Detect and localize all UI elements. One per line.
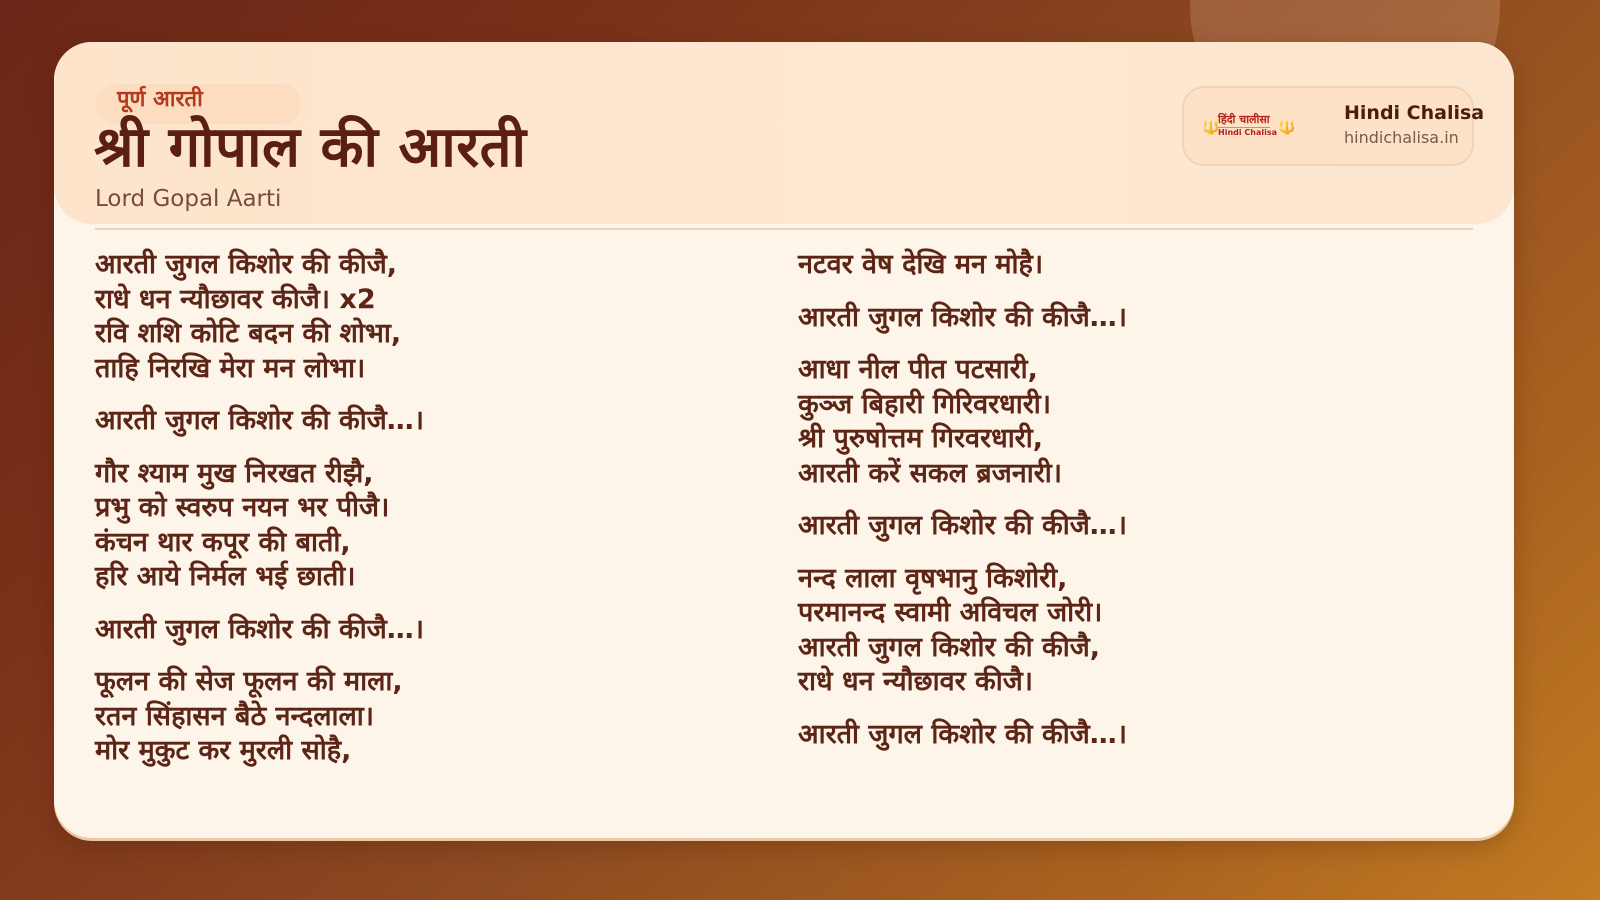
lyric-line: नटवर वेष देखि मन मोहै। <box>798 249 1044 280</box>
trishul-icon: 🔱 <box>1202 120 1220 136</box>
lyric-line: आरती करें सकल ब्रजनारी। <box>798 457 1062 489</box>
lyric-line: आरती जुगल किशोर की कीजै, <box>798 631 1101 663</box>
refrain <box>798 718 1127 753</box>
stanza <box>95 457 424 595</box>
lyric-line: आरती जुगल किशोर की कीजै…। <box>95 613 425 645</box>
logo-hindi-text: हिंदी चालीसा <box>1218 113 1270 126</box>
lyric-line: आधा नील पीत पटसारी, <box>798 354 1038 385</box>
category-tag: पूर्ण आरती <box>117 87 203 112</box>
lyric-line: फूलन की सेज फूलन की माला, <box>95 666 403 697</box>
refrain <box>95 613 424 648</box>
lyric-line: मोर मुकुट कर मुरली सोहै, <box>95 735 352 766</box>
refrain <box>95 404 424 439</box>
lyric-line: परमानन्द स्वामी अविचल जोरी। <box>798 597 1103 628</box>
lyric-line: कुञ्ज बिहारी गिरिवरधारी। <box>798 388 1051 420</box>
logo-english-text: Hindi Chalisa <box>1218 128 1277 137</box>
brand-name: Hindi Chalisa <box>1344 102 1485 124</box>
card-header <box>54 42 1514 224</box>
lyric-line: नन्द लाला वृषभानु किशोरी, <box>798 562 1068 594</box>
refrain <box>798 509 1127 544</box>
brand-badge[interactable] <box>1182 86 1485 166</box>
lyric-line: हरि आये निर्मल भई छाती। <box>95 561 356 592</box>
stanza <box>95 665 424 769</box>
refrain <box>798 301 1127 336</box>
page-title: श्री गोपाल की आरती <box>94 115 527 180</box>
lyric-line: आरती जुगल किशोर की कीजै, <box>95 249 398 280</box>
lyric-line: आरती जुगल किशोर की कीजै…। <box>95 405 425 436</box>
page-subtitle: Lord Gopal Aarti <box>95 186 282 212</box>
aarti-card <box>54 42 1514 838</box>
lyrics-column-left <box>95 248 424 787</box>
lyric-line: रतन सिंहासन बैठे नन्दलाला। <box>95 700 375 732</box>
lyric-line: ताहि निरखि मेरा मन लोभा। <box>95 352 366 384</box>
lyric-line: कंचन थार कपूर की बाती, <box>95 526 351 558</box>
stanza <box>798 248 1127 283</box>
lyrics-column-right <box>798 248 1127 770</box>
trishul-icon: 🔱 <box>1278 120 1296 136</box>
lyric-line: प्रभु को स्वरुप नयन भर पीजै। <box>95 492 390 523</box>
stanza <box>798 353 1127 491</box>
brand-logo <box>1202 113 1296 142</box>
lyric-line: गौर श्याम मुख निरखत रीझै, <box>95 457 374 489</box>
lyric-line: रवि शशि कोटि बदन की शोभा, <box>95 318 402 349</box>
lyric-line: आरती जुगल किशोर की कीजै…। <box>798 718 1128 750</box>
lyric-line: आरती जुगल किशोर की कीजै…। <box>798 510 1128 541</box>
stanza <box>95 248 424 386</box>
lyric-line: श्री पुरुषोत्तम गिरवरधारी, <box>798 423 1043 454</box>
lyric-line: राधे धन न्यौछावर कीजै। x2 <box>95 283 376 315</box>
lyric-line: आरती जुगल किशोर की कीजै…। <box>798 301 1128 333</box>
stanza <box>798 562 1127 700</box>
lyric-line: राधे धन न्यौछावर कीजै। <box>798 666 1034 697</box>
header-divider <box>95 228 1473 230</box>
brand-url[interactable]: hindichalisa.in <box>1344 128 1459 147</box>
